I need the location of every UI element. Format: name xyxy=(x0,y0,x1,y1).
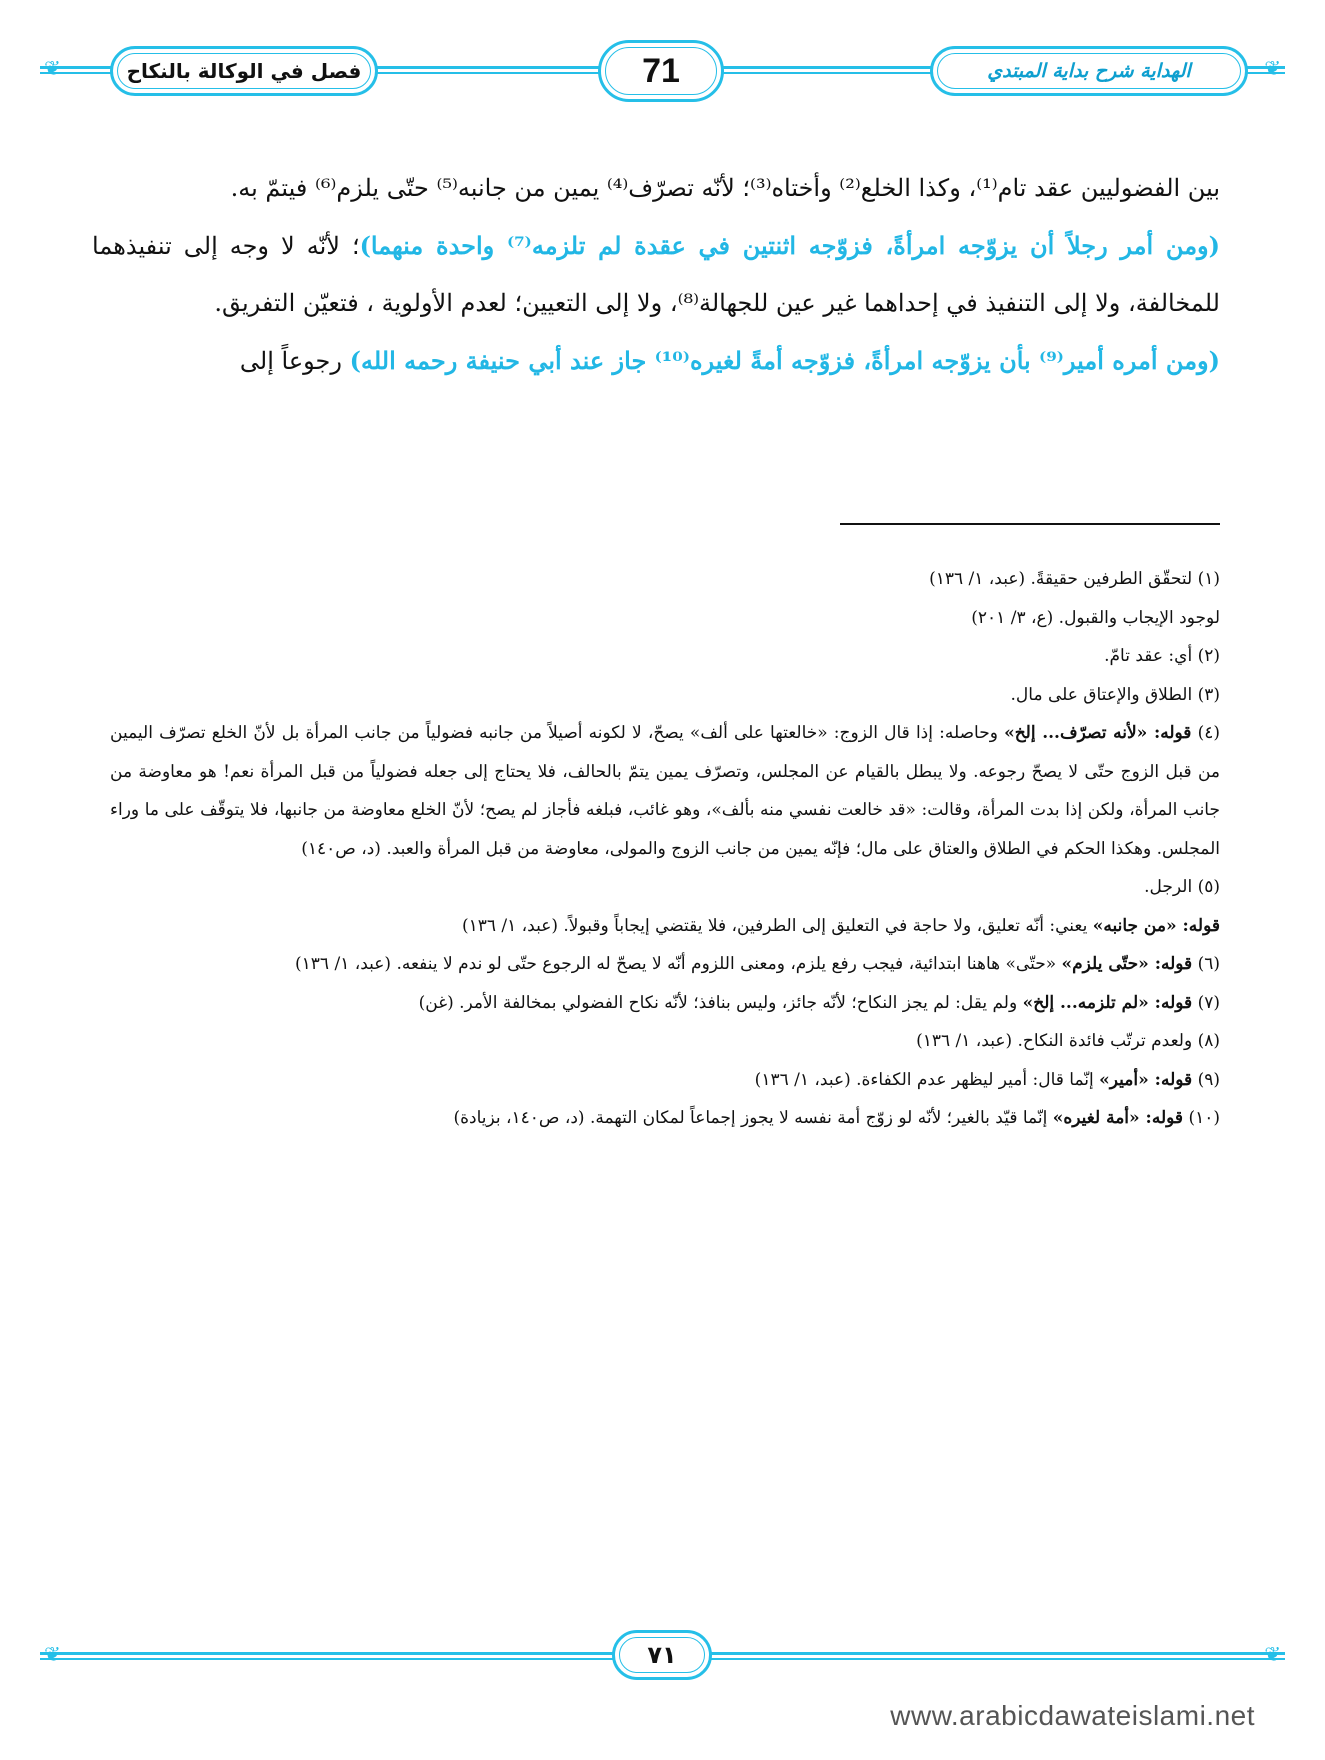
footnote-text: لتحقّق الطرفين حقيقةً. (عبد، ١/ ١٣٦) xyxy=(929,569,1193,589)
footnote-lemma: قوله: «لم تلزمه... إلخ» xyxy=(1022,992,1193,1013)
footnote-text: ولم يقل: لم يجز النكاح؛ لأنّه جائز، وليس بنافذ؛ لأنّه نكاح الفضولي بمخالفة الأمر. (غن) xyxy=(418,992,1023,1013)
footnote-marker: (٣) xyxy=(1197,684,1220,705)
footnote-text: وحاصله: إذا قال الزوج: «خالعتها على ألف» يصحّ، لا لكونه أصيلاً من جانبه فضولياً من جانب المرأة بل لأنّ الخلع تصرّف اليمين من قبل الزوج حتّى لا يصحّ رجوعه. ولا يبطل بالقيام عن المجلس، وتصرّف يمين يتمّ بالحالف، فلا يحتاج إلى جعله فضولياً من قبل المرأة نعم! هو معاوضة من جانب المرأة، ولكن إذا بدت المرأة، وقالت: «قد خالعت نفسي منه بألف»، وهو غائب، فبلغه فأجاز لم يصح؛ لأنّ الخلع معاوضة من جانبها، فلا يتوقّف على ما وراء المجلس. وهكذا الحكم في الطلاق والعتاق على مال؛ فإنّه يمين من جانب الزوج والمولى، معاوضة من قبل المرأة والعبد. (د، ص١٤٠) xyxy=(110,723,1220,859)
footnote-marker: (٩) xyxy=(1197,1069,1220,1090)
footnote-text: «حتّى» هاهنا ابتدائية، فيجب رفع يلزم، ومعنى اللزوم أنّه لا يصحّ له الرجوع حتّى لو ندم لا ينفعه. (عبد، ١/ ١٣٦) xyxy=(295,954,1062,974)
footnote-lemma: قوله: «أمير» xyxy=(1099,1069,1193,1090)
footnote-text: الطلاق والإعتاق على مال. xyxy=(1010,684,1193,705)
footnotes xyxy=(110,560,1220,1138)
page-number-badge xyxy=(598,40,724,102)
footnote-marker: (٥) xyxy=(1197,877,1220,897)
footnote-lemma: قوله: «أمة لغيره» xyxy=(1052,1108,1184,1128)
footnote xyxy=(110,907,1220,946)
highlighted-matn: (ومن أمر رجلاً أن يزوّجه امرأةً، فزوّجه اثنتين في عقدة لم تلزمه⁽⁷⁾ واحدة منهما) xyxy=(359,231,1220,260)
footnote-lemma: قوله: «حتّى يلزم» xyxy=(1061,954,1193,974)
footnote-text: الرجل. xyxy=(1144,877,1193,897)
book-title: الهداية شرح بداية المبتدي xyxy=(987,60,1191,82)
footnote xyxy=(110,1061,1220,1100)
footnote-marker: (١٠) xyxy=(1188,1108,1220,1128)
footnote-text: يعني: أنّه تعليق، ولا حاجة في التعليق إلى الطرفين، فلا يقتضي إيجاباً وقبولاً. (عبد، ١/ ١٣٦) xyxy=(461,915,1093,936)
footnote xyxy=(110,714,1220,868)
main-paragraph xyxy=(92,217,1220,332)
chapter-title: فصل في الوكالة بالنكاح xyxy=(126,59,362,83)
footnote-marker: (٨) xyxy=(1197,1031,1220,1051)
ornament-icon: ❦ xyxy=(44,56,61,80)
footnote xyxy=(110,599,1220,638)
footnote xyxy=(110,1022,1220,1061)
main-text xyxy=(92,160,1220,390)
footnote xyxy=(110,984,1220,1023)
footnote-text: ولعدم ترتّب فائدة النكاح. (عبد، ١/ ١٣٦) xyxy=(916,1031,1193,1051)
footnote-text: إنّما قيّد بالغير؛ لأنّه لو زوّج أمة نفسه لا يجوز إجماعاً لمكان التهمة. (د، ص١٤٠، بزيادة) xyxy=(453,1108,1053,1128)
footnote xyxy=(110,560,1220,599)
book-title-badge xyxy=(930,46,1248,96)
chapter-title-badge xyxy=(110,46,378,96)
footnote-marker: (٢) xyxy=(1197,646,1220,666)
footnote xyxy=(110,676,1220,715)
footnote-text: إنّما قال: أمير ليظهر عدم الكفاءة. (عبد، ١/ ١٣٦) xyxy=(754,1069,1100,1090)
main-paragraph xyxy=(92,332,1220,390)
ornament-icon: ❦ xyxy=(1264,1642,1281,1666)
page-number: 71 xyxy=(642,51,680,90)
footnote-text: أي: عقد تامّ. xyxy=(1104,646,1193,666)
footnote-lemma: قوله: «لأنه تصرّف... إلخ» xyxy=(1004,723,1192,743)
footnote-marker: (١) xyxy=(1197,569,1220,589)
footnote xyxy=(110,868,1220,907)
main-paragraph xyxy=(92,160,1220,217)
footnote xyxy=(110,637,1220,676)
paragraph-text: ؛ لأنّه لا وجه إلى تنفيذهما للمخالفة، ولا إلى التنفيذ في إحداهما غير عين للجهالة⁽⁸⁾، ولا إلى التعيين؛ لعدم الأولوية ، فتعيّن التفريق. xyxy=(92,232,1220,317)
website-url: www.arabicdawateislami.net xyxy=(890,1700,1255,1731)
paragraph-text: رجوعاً إلى xyxy=(239,347,350,375)
footer-page-number: ٧١ xyxy=(647,1641,677,1669)
footer-page-number-badge xyxy=(612,1630,712,1680)
footnote-marker: (٧) xyxy=(1197,992,1220,1013)
footnote-marker: (٦) xyxy=(1197,954,1220,974)
footnote-lemma: قوله: «من جانبه» xyxy=(1092,915,1220,936)
paragraph-text: بين الفضوليين عقد تام⁽¹⁾، وكذا الخلع⁽²⁾ وأختاه⁽³⁾؛ لأنّه تصرّف⁽⁴⁾ يمين من جانبه⁽⁵⁾ حتّى يلزم⁽⁶⁾ فيتمّ به. xyxy=(230,174,1220,202)
footnote xyxy=(110,945,1220,984)
footnote-separator xyxy=(840,523,1220,525)
footnote-text: لوجود الإيجاب والقبول. (ع، ٣/ ٢٠١) xyxy=(971,607,1220,628)
ornament-icon: ❦ xyxy=(44,1642,61,1666)
highlighted-matn: (ومن أمره أمير⁽⁹⁾ بأن يزوّجه امرأةً، فزوّجه أمةً لغيره⁽¹⁰⁾ جاز عند أبي حنيفة رحمه الله) xyxy=(349,346,1220,375)
footnote xyxy=(110,1099,1220,1138)
ornament-icon: ❦ xyxy=(1264,56,1281,80)
footnote-marker: (٤) xyxy=(1197,723,1220,743)
